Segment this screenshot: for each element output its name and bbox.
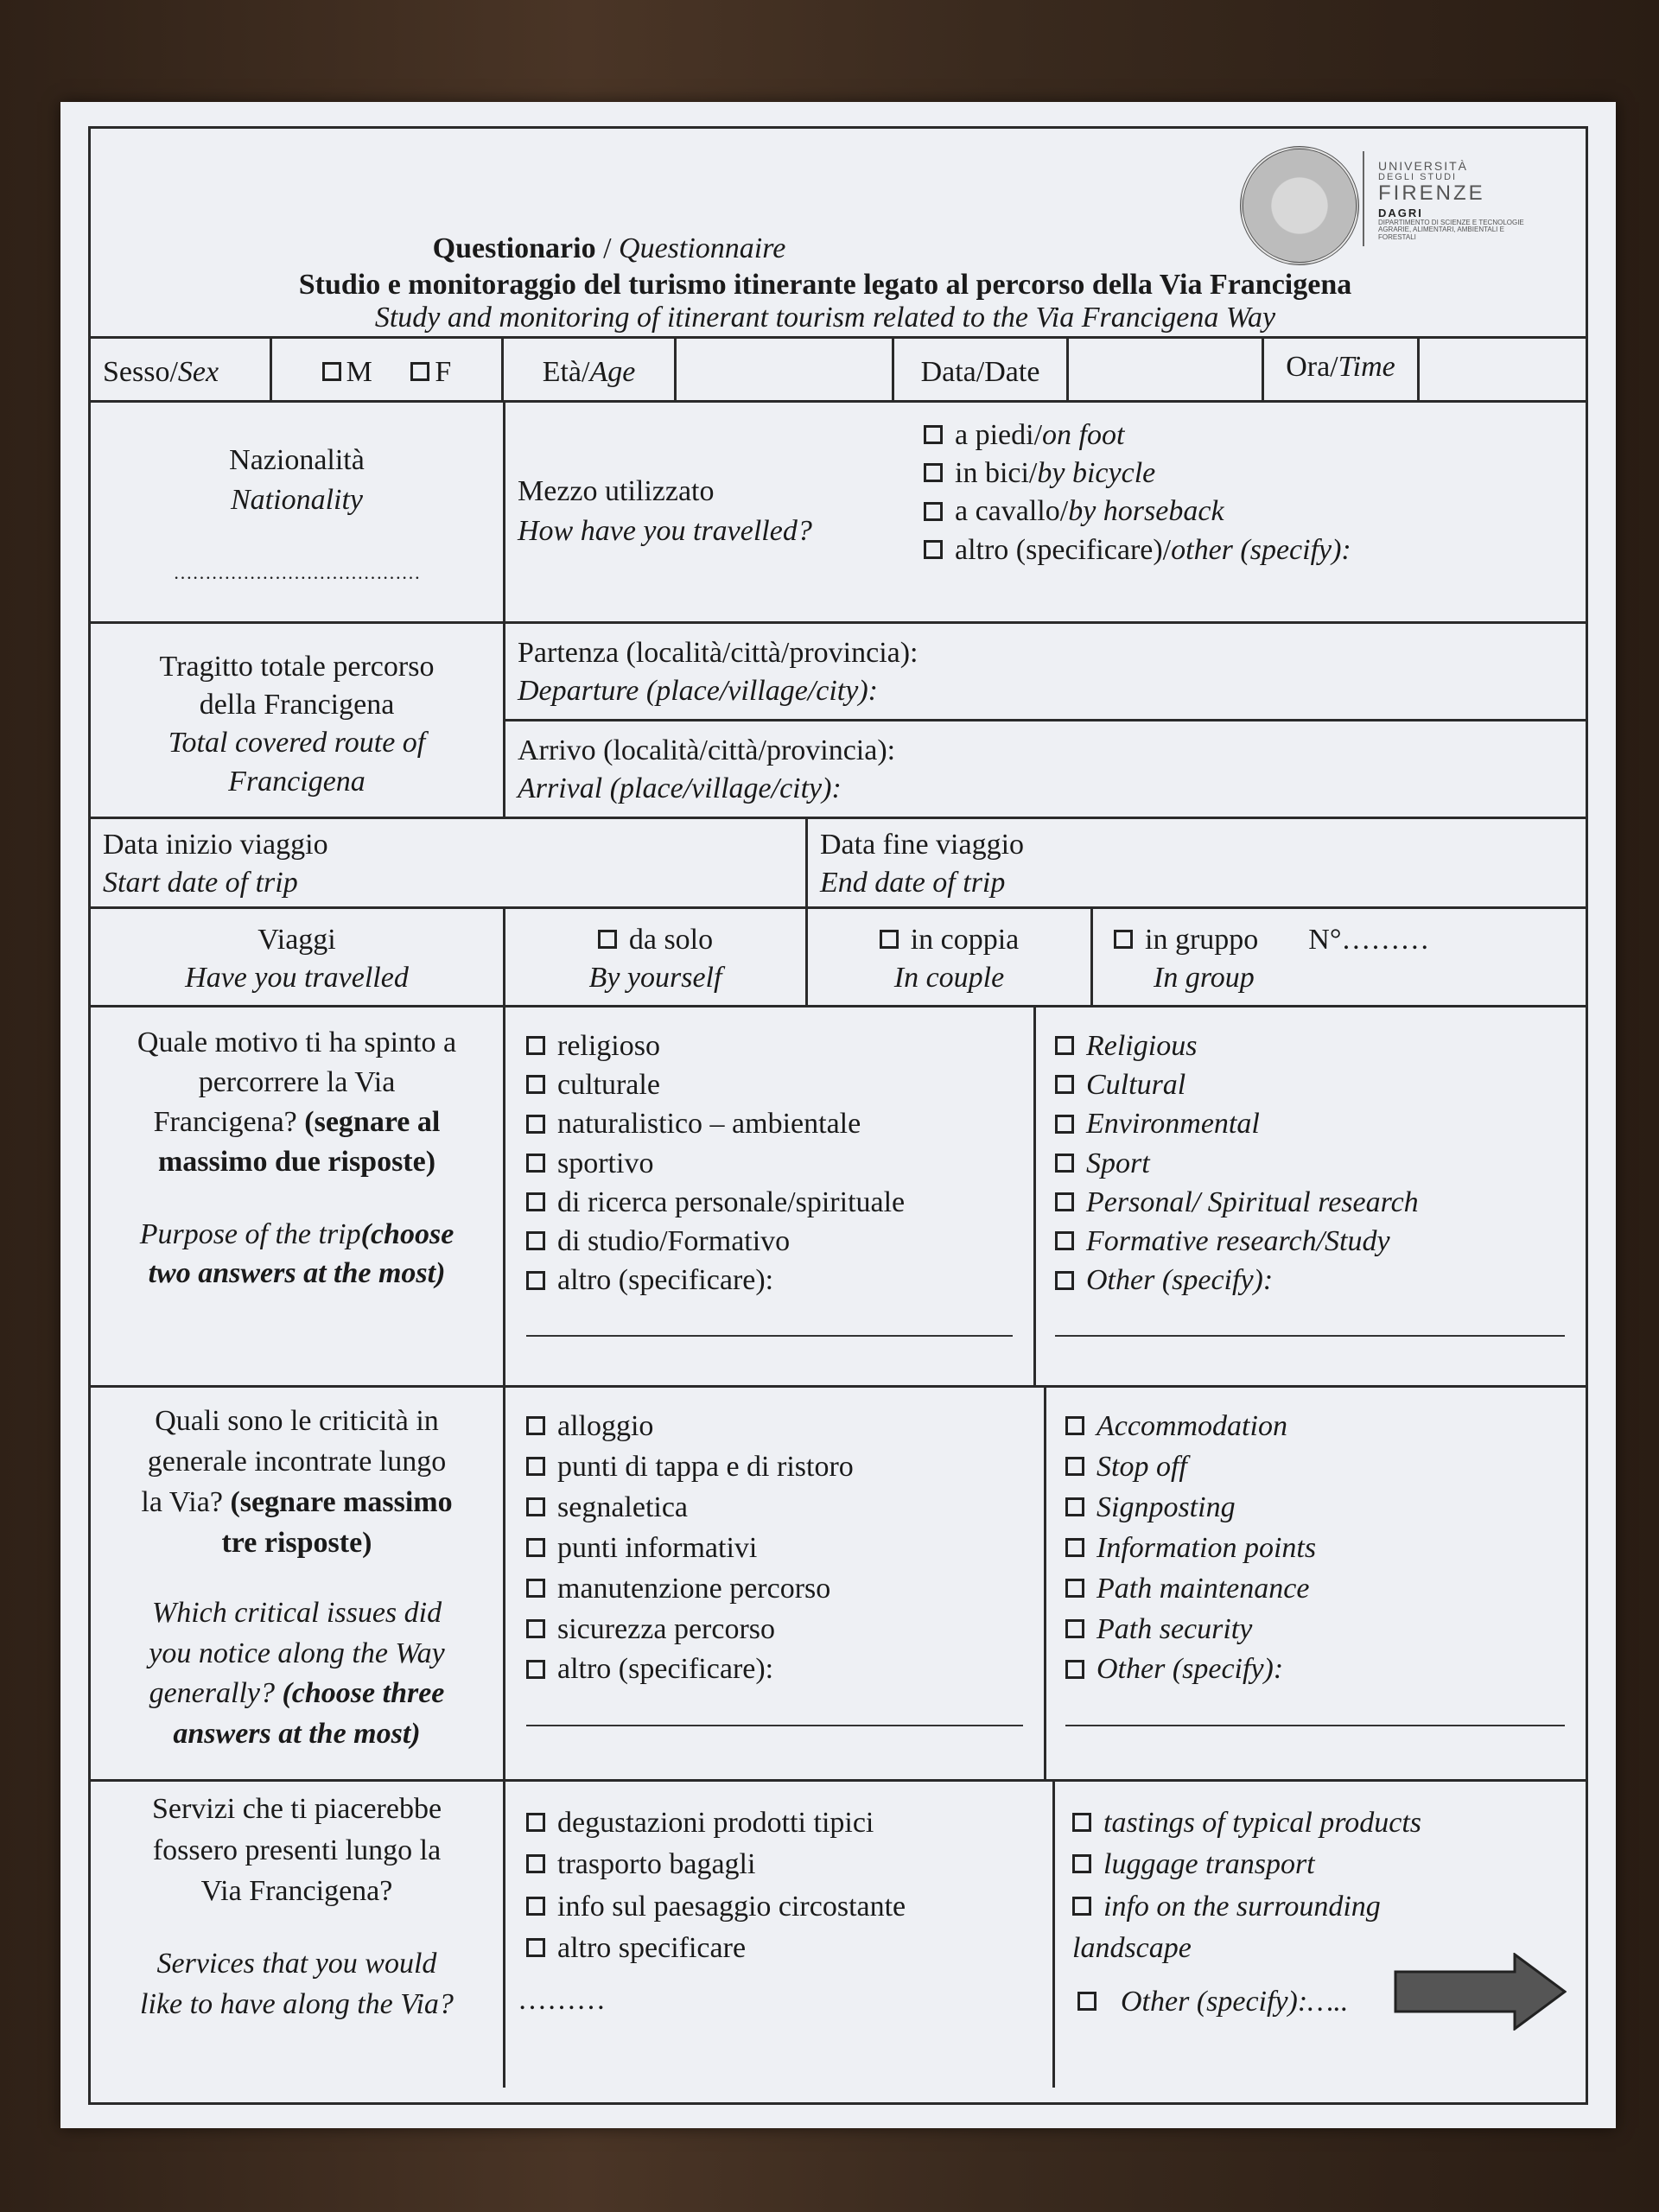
option-label-en: Information points xyxy=(1096,1531,1317,1564)
option-label-en: Other (specify):….. xyxy=(1121,1986,1349,2018)
purpose-option-en[interactable] xyxy=(1055,1222,1573,1261)
option-label-it: a piedi/ xyxy=(955,419,1043,451)
issues-q-it-2: generale incontrate lungo xyxy=(147,1445,447,1478)
purpose-q-it-1: Quale motivo ti ha spinto a xyxy=(137,1027,457,1058)
means-option-foot[interactable] xyxy=(924,416,1573,454)
option-label-it: sportivo xyxy=(557,1147,654,1179)
purpose-option-en[interactable] xyxy=(1055,1261,1573,1300)
departure-label-en: Departure (place/village/city): xyxy=(518,675,878,708)
checkbox[interactable] xyxy=(1055,1036,1074,1055)
checkbox[interactable] xyxy=(526,1660,545,1679)
option-label-it: punti informativi xyxy=(557,1531,758,1564)
option-label-it: altro (specificare)/ xyxy=(955,533,1172,566)
sex-label-cell xyxy=(91,339,272,400)
checkbox[interactable] xyxy=(1055,1231,1074,1250)
start-date-label-it: Data inizio viaggio xyxy=(103,829,328,861)
travel-label-it: Viaggi xyxy=(257,924,336,956)
page-title xyxy=(91,232,1128,265)
issues-option-en[interactable] xyxy=(1065,1569,1573,1610)
checkbox[interactable] xyxy=(924,425,943,444)
services-option-it[interactable] xyxy=(526,1802,1040,1844)
route-label-en-1: Total covered route of xyxy=(168,727,426,760)
row-sex-age-date xyxy=(91,339,1586,403)
issues-option-en[interactable] xyxy=(1065,1649,1573,1690)
services-options-en xyxy=(1055,1782,1586,2088)
services-option-it[interactable] xyxy=(526,1886,1040,1928)
checkbox[interactable] xyxy=(1065,1497,1084,1516)
departure-field[interactable] xyxy=(505,624,1586,721)
option-label-it: trasporto bagagli xyxy=(557,1848,756,1881)
option-label-it: di studio/Formativo xyxy=(557,1225,791,1258)
time-label: Ora/ xyxy=(1286,351,1338,383)
option-label-en: Other (specify): xyxy=(1096,1653,1284,1686)
option-label-it: segnaletica xyxy=(557,1491,689,1523)
services-option-en[interactable] xyxy=(1072,1802,1573,1844)
option-label-it: a cavallo/ xyxy=(955,495,1069,528)
travel-option-group[interactable] xyxy=(1093,909,1586,1005)
checkbox[interactable] xyxy=(526,1416,545,1435)
row-services xyxy=(91,1782,1586,2088)
uni-line3: FIRENZE xyxy=(1378,181,1485,206)
travel-label-cell xyxy=(91,909,505,1005)
row-dates xyxy=(91,819,1586,909)
arrival-field[interactable] xyxy=(505,721,1586,817)
university-logo xyxy=(1223,143,1551,264)
issues-option-it[interactable] xyxy=(526,1649,1032,1690)
time-input[interactable] xyxy=(1420,339,1586,400)
header xyxy=(91,129,1586,334)
option-label-it: degustazioni prodotti tipici xyxy=(557,1807,874,1839)
checkbox[interactable] xyxy=(1114,930,1133,949)
option-label-en: Sport xyxy=(1086,1147,1150,1179)
purpose-option-en[interactable] xyxy=(1055,1065,1573,1104)
arrival-label-it: Arrivo (località/città/provincia): xyxy=(518,734,896,766)
travel-option-couple[interactable] xyxy=(808,909,1093,1005)
checkbox-f[interactable] xyxy=(410,362,429,381)
checkbox[interactable] xyxy=(526,1036,545,1055)
purpose-q-en-bold-1: (choose xyxy=(360,1217,454,1250)
checkbox[interactable] xyxy=(598,930,617,949)
option-label-en: Path security xyxy=(1096,1612,1253,1645)
title-sep: / xyxy=(595,232,620,264)
option-label-it: religioso xyxy=(557,1030,660,1062)
age-label-cell xyxy=(504,339,677,400)
purpose-other-input-en[interactable] xyxy=(1055,1335,1565,1337)
checkbox[interactable] xyxy=(526,1457,545,1476)
option-label-it: in bici/ xyxy=(955,457,1038,490)
option-label-en: Cultural xyxy=(1086,1069,1186,1102)
university-seal-icon xyxy=(1240,146,1359,265)
checkbox[interactable] xyxy=(1055,1192,1074,1211)
issues-option-it[interactable] xyxy=(526,1569,1032,1610)
checkbox[interactable] xyxy=(526,1813,545,1832)
issues-option-it[interactable] xyxy=(526,1447,1032,1488)
checkbox[interactable] xyxy=(880,930,899,949)
row-issues xyxy=(91,1388,1586,1782)
checkbox[interactable] xyxy=(1055,1154,1074,1173)
date-input[interactable] xyxy=(1069,339,1264,400)
option-label-en: Signposting xyxy=(1096,1491,1236,1523)
nationality-label-en: Nationality xyxy=(231,483,363,516)
route-label-it-1: Tragitto totale percorso xyxy=(159,651,435,683)
start-date-label-en: Start date of trip xyxy=(103,867,298,899)
checkbox[interactable] xyxy=(526,1497,545,1516)
purpose-option-it[interactable] xyxy=(526,1183,1021,1222)
route-label-it-2: della Francigena xyxy=(199,689,395,721)
title-it: Questionario xyxy=(432,232,596,264)
time-label-cell xyxy=(1264,339,1420,400)
uni-dept-full: DIPARTIMENTO DI SCIENZE E TECNOLOGIE AGRARIE, ALIMENTARI, AMBIENTALI E FORESTALI xyxy=(1378,219,1524,241)
checkbox[interactable] xyxy=(1077,1992,1096,2011)
services-options-it xyxy=(505,1782,1055,2088)
issues-option-en[interactable] xyxy=(1065,1447,1573,1488)
means-question-cell xyxy=(505,403,912,621)
issues-option-it[interactable] xyxy=(526,1407,1032,1447)
time-label-en: Time xyxy=(1338,351,1395,383)
purpose-option-it[interactable] xyxy=(526,1104,1021,1143)
checkbox[interactable] xyxy=(526,1619,545,1638)
issues-q-en-2: you notice along the Way xyxy=(149,1637,445,1669)
issues-option-it[interactable] xyxy=(526,1488,1032,1529)
issues-q-en-bold-2: answers at the most) xyxy=(173,1718,421,1751)
option-label-it: info sul paesaggio circostante xyxy=(557,1890,906,1923)
purpose-q-it-bold-2: massimo due risposte) xyxy=(157,1145,436,1178)
purpose-option-en[interactable] xyxy=(1055,1144,1573,1183)
option-label-en: luggage transport xyxy=(1103,1848,1315,1881)
option-label-it: in coppia xyxy=(910,924,1020,956)
option-label-it: di ricerca personale/spirituale xyxy=(557,1185,906,1218)
date-label-cell xyxy=(894,339,1069,400)
uni-line2: DEGLI STUDI xyxy=(1378,171,1458,182)
option-m: M xyxy=(346,356,372,388)
option-label-it: sicurezza percorso xyxy=(557,1612,776,1645)
checkbox[interactable] xyxy=(526,1897,545,1916)
checkbox[interactable] xyxy=(526,1192,545,1211)
checkbox[interactable] xyxy=(1055,1115,1074,1134)
subtitle-en: Study and monitoring of itinerant tourism related to the Via Francigena Way xyxy=(374,302,1276,334)
option-label-en: tastings of typical products xyxy=(1103,1807,1422,1839)
checkbox[interactable] xyxy=(1055,1271,1074,1290)
purpose-options-en xyxy=(1036,1007,1586,1385)
checkbox[interactable] xyxy=(526,1231,545,1250)
option-label-it: punti di tappa e di ristoro xyxy=(557,1450,854,1483)
checkbox[interactable] xyxy=(1065,1538,1084,1557)
option-label-en: Stop off xyxy=(1096,1450,1187,1483)
services-q-it-2: fossero presenti lungo la xyxy=(152,1834,442,1866)
option-label-it: culturale xyxy=(557,1069,660,1102)
checkbox[interactable] xyxy=(1065,1619,1084,1638)
option-label-en: In couple xyxy=(893,962,1005,995)
issues-q-en-1: Which critical issues did xyxy=(151,1596,442,1629)
route-label-en-2: Francigena xyxy=(228,765,365,798)
option-label-en: Formative research/Study xyxy=(1086,1225,1390,1258)
means-label-it: Mezzo utilizzato xyxy=(518,475,715,507)
issues-option-en[interactable] xyxy=(1065,1488,1573,1529)
purpose-q-en-bold-2: two answers at the most) xyxy=(148,1257,446,1290)
purpose-option-it[interactable] xyxy=(526,1261,1021,1300)
option-label-it: naturalistico – ambientale xyxy=(557,1108,861,1141)
option-label-it: in gruppo xyxy=(1145,924,1259,956)
issues-q-it-3: la Via? xyxy=(141,1485,223,1518)
services-option-it[interactable] xyxy=(526,1844,1040,1885)
row-travel xyxy=(91,909,1586,1007)
age-label: Età/ xyxy=(542,356,590,388)
option-label-en: In group xyxy=(1154,962,1255,995)
subtitle-it: Studio e monitoraggio del turismo itinerante legato al percorso della Via Francigena xyxy=(298,269,1352,301)
uni-dept: DAGRI xyxy=(1378,207,1423,220)
checkbox[interactable] xyxy=(924,463,943,482)
purpose-question-cell xyxy=(91,1007,505,1385)
purpose-option-it[interactable] xyxy=(526,1222,1021,1261)
issues-q-en-bold-1: (choose three xyxy=(282,1677,445,1710)
travel-option-alone[interactable] xyxy=(505,909,808,1005)
form-table xyxy=(91,336,1586,2088)
issues-question-cell xyxy=(91,1388,505,1779)
issues-q-it-bold-1: (segnare massimo xyxy=(230,1485,453,1518)
issues-option-it[interactable] xyxy=(526,1529,1032,1569)
issues-other-input-en[interactable] xyxy=(1065,1725,1565,1726)
option-label-it: altro (specificare): xyxy=(557,1264,774,1297)
nationality-cell xyxy=(91,403,505,621)
sex-options-cell xyxy=(272,339,504,400)
option-label-it: altro specificare xyxy=(557,1931,747,1964)
option-label-it: altro (specificare): xyxy=(557,1653,774,1686)
purpose-other-input-it[interactable] xyxy=(526,1335,1013,1337)
services-q-it-1: Servizi che ti piacerebbe xyxy=(151,1793,442,1825)
checkbox[interactable] xyxy=(1065,1457,1084,1476)
checkbox[interactable] xyxy=(526,1154,545,1173)
option-label-en: Environmental xyxy=(1086,1108,1260,1141)
checkbox[interactable] xyxy=(526,1075,545,1094)
checkbox[interactable] xyxy=(924,540,943,559)
row-purpose xyxy=(91,1007,1586,1388)
issues-q-it-1: Quali sono le criticità in xyxy=(155,1405,439,1437)
means-option-horseback[interactable] xyxy=(924,493,1573,531)
form-frame xyxy=(88,126,1588,2105)
option-label-en: on foot xyxy=(1042,419,1125,451)
purpose-option-en[interactable] xyxy=(1055,1183,1573,1222)
logo-divider xyxy=(1363,151,1364,246)
checkbox[interactable] xyxy=(1072,1854,1091,1873)
nationality-label-it: Nazionalità xyxy=(229,444,365,476)
end-date-label-it: Data fine viaggio xyxy=(820,829,1025,861)
option-label-en-cont: landscape xyxy=(1072,1931,1192,1964)
purpose-q-en-1: Purpose of the trip xyxy=(139,1217,361,1250)
end-date-field[interactable] xyxy=(808,819,1586,906)
purpose-options-it xyxy=(505,1007,1036,1385)
title-en: Questionnaire xyxy=(619,232,786,264)
option-label-it: alloggio xyxy=(557,1410,654,1442)
option-label-en: other (specify): xyxy=(1171,533,1351,566)
arrival-label-en: Arrival (place/village/city): xyxy=(518,772,842,805)
checkbox[interactable] xyxy=(1072,1813,1091,1832)
checkbox[interactable] xyxy=(526,1938,545,1957)
age-input[interactable] xyxy=(677,339,894,400)
purpose-q-it-2: percorrere la Via xyxy=(198,1065,396,1098)
issues-options-it xyxy=(505,1388,1046,1779)
checkbox[interactable] xyxy=(526,1271,545,1290)
services-other-input-it[interactable]: ……… xyxy=(518,1984,606,2017)
issues-q-it-bold-2: tre risposte) xyxy=(221,1526,372,1559)
services-option-it[interactable] xyxy=(526,1928,1040,1969)
issues-option-en[interactable] xyxy=(1065,1407,1573,1447)
option-label-it: da solo xyxy=(628,924,714,956)
uni-line1: UNIVERSITÀ xyxy=(1378,159,1469,173)
services-option-en[interactable] xyxy=(1072,1886,1573,1928)
services-q-en-1: Services that you would xyxy=(156,1947,437,1980)
option-label-en: Path maintenance xyxy=(1096,1572,1310,1605)
departure-label-it: Partenza (località/città/provincia): xyxy=(518,637,918,669)
nationality-input[interactable]: ………………………………… xyxy=(173,561,421,583)
issues-option-en[interactable] xyxy=(1065,1610,1573,1650)
means-option-bicycle[interactable] xyxy=(924,454,1573,493)
university-wordmark xyxy=(1378,160,1542,241)
issues-options-en xyxy=(1046,1388,1586,1779)
row-nationality-means xyxy=(91,403,1586,624)
services-option-en[interactable] xyxy=(1072,1844,1573,1885)
checkbox[interactable] xyxy=(526,1115,545,1134)
services-question-cell xyxy=(91,1782,505,2088)
option-label-en: By yourself xyxy=(588,962,722,995)
checkbox[interactable] xyxy=(1065,1660,1084,1679)
purpose-option-it[interactable] xyxy=(526,1027,1021,1065)
checkbox[interactable] xyxy=(1065,1579,1084,1598)
route-label-cell xyxy=(91,624,505,817)
group-count-input[interactable]: N°……… xyxy=(1308,924,1430,956)
issues-option-en[interactable] xyxy=(1065,1529,1573,1569)
issues-other-input-it[interactable] xyxy=(526,1725,1023,1726)
option-label-en: by horseback xyxy=(1068,495,1224,528)
start-date-field[interactable] xyxy=(91,819,808,906)
checkbox[interactable] xyxy=(1065,1416,1084,1435)
option-label-en: Accommodation xyxy=(1096,1410,1287,1442)
issues-option-it[interactable] xyxy=(526,1610,1032,1650)
purpose-option-en[interactable] xyxy=(1055,1104,1573,1143)
means-label-en: How have you travelled? xyxy=(518,514,812,547)
checkbox[interactable] xyxy=(526,1538,545,1557)
checkbox[interactable] xyxy=(1055,1075,1074,1094)
row-route xyxy=(91,624,1586,819)
purpose-option-en[interactable] xyxy=(1055,1027,1573,1065)
purpose-option-it[interactable] xyxy=(526,1065,1021,1104)
checkbox[interactable] xyxy=(924,502,943,521)
purpose-option-it[interactable] xyxy=(526,1144,1021,1183)
purpose-q-it-bold-1: (segnare al xyxy=(304,1105,441,1138)
services-q-en-2: like to have along the Via? xyxy=(140,1988,454,2021)
option-label-en: Personal/ Spiritual research xyxy=(1086,1185,1419,1218)
sex-label-en: Sex xyxy=(177,356,219,388)
issues-q-en-3: generally? xyxy=(149,1677,275,1710)
option-label-en: Other (specify): xyxy=(1086,1264,1274,1297)
age-label-en: Age xyxy=(589,356,636,388)
option-label-en: Religious xyxy=(1086,1030,1198,1062)
sex-label: Sesso/ xyxy=(103,356,178,388)
checkbox-m[interactable] xyxy=(322,362,341,381)
means-options-cell xyxy=(912,403,1586,621)
option-label-en: by bicycle xyxy=(1037,457,1156,490)
end-date-label-en: End date of trip xyxy=(820,867,1006,899)
checkbox[interactable] xyxy=(1072,1897,1091,1916)
option-label-en: info on the surrounding xyxy=(1103,1890,1381,1923)
travel-label-en: Have you travelled xyxy=(185,962,409,995)
right-arrow-icon[interactable] xyxy=(1394,1953,1567,2031)
date-label: Data/Date xyxy=(920,356,1040,388)
services-q-it-3: Via Francigena? xyxy=(200,1875,393,1908)
means-option-other[interactable] xyxy=(924,531,1573,569)
purpose-q-it-3: Francigena? xyxy=(153,1105,297,1138)
checkbox[interactable] xyxy=(526,1854,545,1873)
option-label-it: manutenzione percorso xyxy=(557,1572,831,1605)
checkbox[interactable] xyxy=(526,1579,545,1598)
questionnaire-paper xyxy=(60,102,1616,2128)
option-f: F xyxy=(435,356,452,388)
